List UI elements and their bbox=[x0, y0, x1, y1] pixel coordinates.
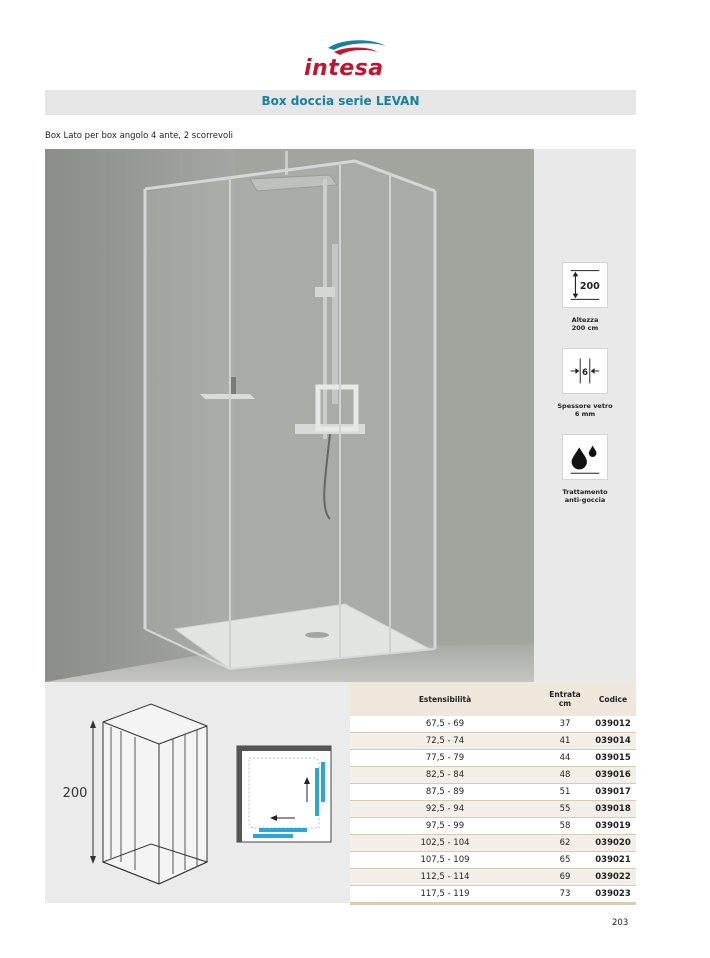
water-drops-icon bbox=[562, 434, 608, 480]
plan-view-drawing bbox=[235, 744, 333, 844]
header-code: Codice bbox=[598, 694, 628, 704]
table-row: 107,5 - 109 65 039021 bbox=[350, 852, 636, 869]
table-row: 77,5 - 79 44 039015 bbox=[350, 750, 636, 767]
feature-anti-drop bbox=[534, 434, 636, 504]
page-title: Box doccia serie LEVAN bbox=[261, 94, 420, 108]
page-number: 203 bbox=[612, 918, 629, 928]
feature-height bbox=[534, 262, 636, 332]
feature-glass-thickness bbox=[534, 348, 636, 418]
table-row: 102,5 - 104 62 039020 bbox=[350, 835, 636, 852]
table-body bbox=[350, 716, 636, 903]
technical-drawings bbox=[45, 682, 350, 903]
table-header bbox=[350, 682, 636, 716]
table-row: 82,5 - 84 48 039016 bbox=[350, 767, 636, 784]
box-3d-drawing bbox=[55, 692, 235, 892]
title-bar bbox=[45, 90, 636, 115]
height-dimension: 200 bbox=[62, 786, 88, 801]
thickness-icon-value: 6 bbox=[582, 367, 588, 378]
header-range: Estensibilità bbox=[418, 694, 472, 704]
product-photo bbox=[45, 149, 534, 682]
table-row: 97,5 - 99 58 039019 bbox=[350, 818, 636, 835]
height-icon-value: 200 bbox=[579, 280, 600, 292]
table-row: 117,5 - 119 73 039023 bbox=[350, 886, 636, 903]
table-row: 72,5 - 74 41 039014 bbox=[350, 733, 636, 750]
feature-label: Altezza 200 cm bbox=[571, 316, 599, 332]
product-subtitle: Box Lato per box angolo 4 ante, 2 scorrevoli bbox=[45, 131, 233, 141]
feature-label: Spessore vetro 6 mm bbox=[557, 402, 613, 418]
features-sidebar bbox=[534, 149, 636, 682]
glass-thickness-icon bbox=[562, 348, 608, 394]
table-row: 87,5 - 89 51 039017 bbox=[350, 784, 636, 801]
header-entrata: Entrata cm bbox=[549, 690, 581, 708]
height-icon bbox=[562, 262, 608, 308]
table-divider bbox=[350, 903, 636, 905]
feature-label: Trattamento anti-goccia bbox=[562, 488, 608, 504]
product-table bbox=[350, 682, 636, 905]
table-row: 112,5 - 114 69 039022 bbox=[350, 869, 636, 886]
table-row: 67,5 - 69 37 039012 bbox=[350, 716, 636, 733]
brand-name: intesa bbox=[304, 56, 384, 81]
table-row: 92,5 - 94 55 039018 bbox=[350, 801, 636, 818]
